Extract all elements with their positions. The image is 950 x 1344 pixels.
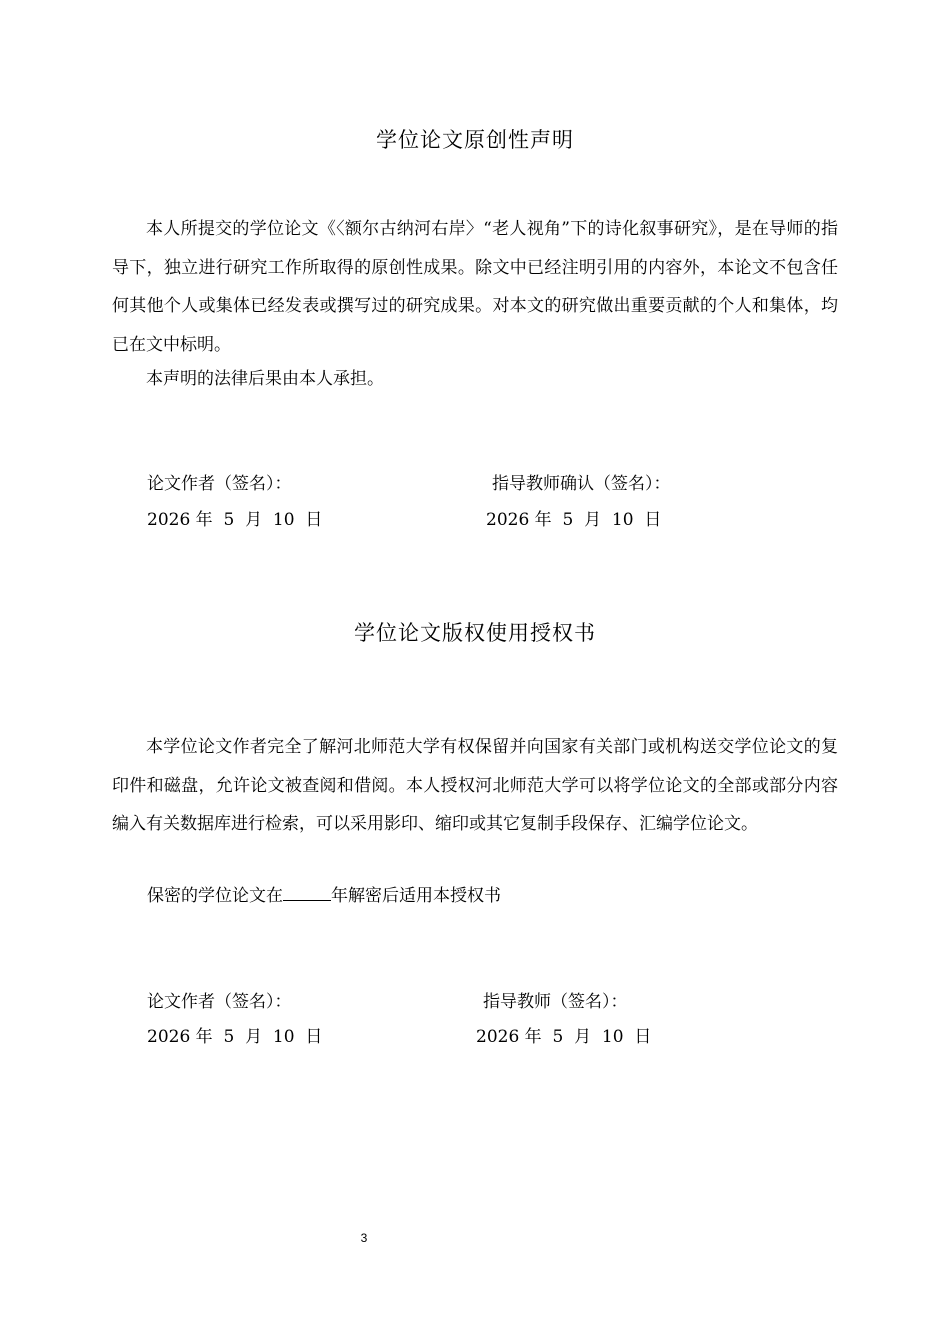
confidential-note-prefix: 保密的学位论文在 [147, 886, 283, 906]
copyright-advisor-signature-label: 指导教师（签名）： [483, 992, 628, 1012]
originality-advisor-signature-label: 指导教师确认（签名）： [492, 474, 671, 494]
copyright-confidential-note [147, 884, 501, 908]
originality-legal-note: 本声明的法律后果由本人承担。 [146, 369, 384, 389]
originality-paragraph: 本人所提交的学位论文《〈额尔古纳河右岸〉“老人视角”下的诗化叙事研究》，是在导师的指导下，独立进行研究工作所取得的原创性成果。除文中已经注明引用的内容外，本论文不包含任何其他个人或集体已经发表或撰写过的研究成果。对本文的研究做出重要贡献的个人和集体，均已在文中标明。 [112, 219, 838, 355]
copyright-author-signature-label: 论文作者（签名）： [147, 992, 292, 1012]
originality-title: 学位论文原创性声明 [376, 128, 574, 152]
copyright-advisor-date: 2026 年 5 月 10 日 [476, 1027, 652, 1047]
confidential-note-suffix: 年解密后适用本授权书 [331, 886, 501, 906]
originality-author-signature-label: 论文作者（签名）： [147, 474, 292, 494]
originality-advisor-date: 2026 年 5 月 10 日 [486, 510, 662, 530]
page-number: 3 [360, 1231, 368, 1245]
copyright-author-date: 2026 年 5 月 10 日 [147, 1027, 323, 1047]
copyright-title: 学位论文版权使用授权书 [354, 621, 596, 645]
originality-author-date: 2026 年 5 月 10 日 [147, 510, 323, 530]
copyright-paragraph: 本学位论文作者完全了解河北师范大学有权保留并向国家有关部门或机构送交学位论文的复印件和磁盘，允许论文被查阅和借阅。本人授权河北师范大学可以将学位论文的全部或部分内容编入有关数据库进行检索，可以采用影印、缩印或其它复制手段保存、汇编学位论文。 [112, 737, 838, 834]
years-blank [283, 886, 331, 901]
